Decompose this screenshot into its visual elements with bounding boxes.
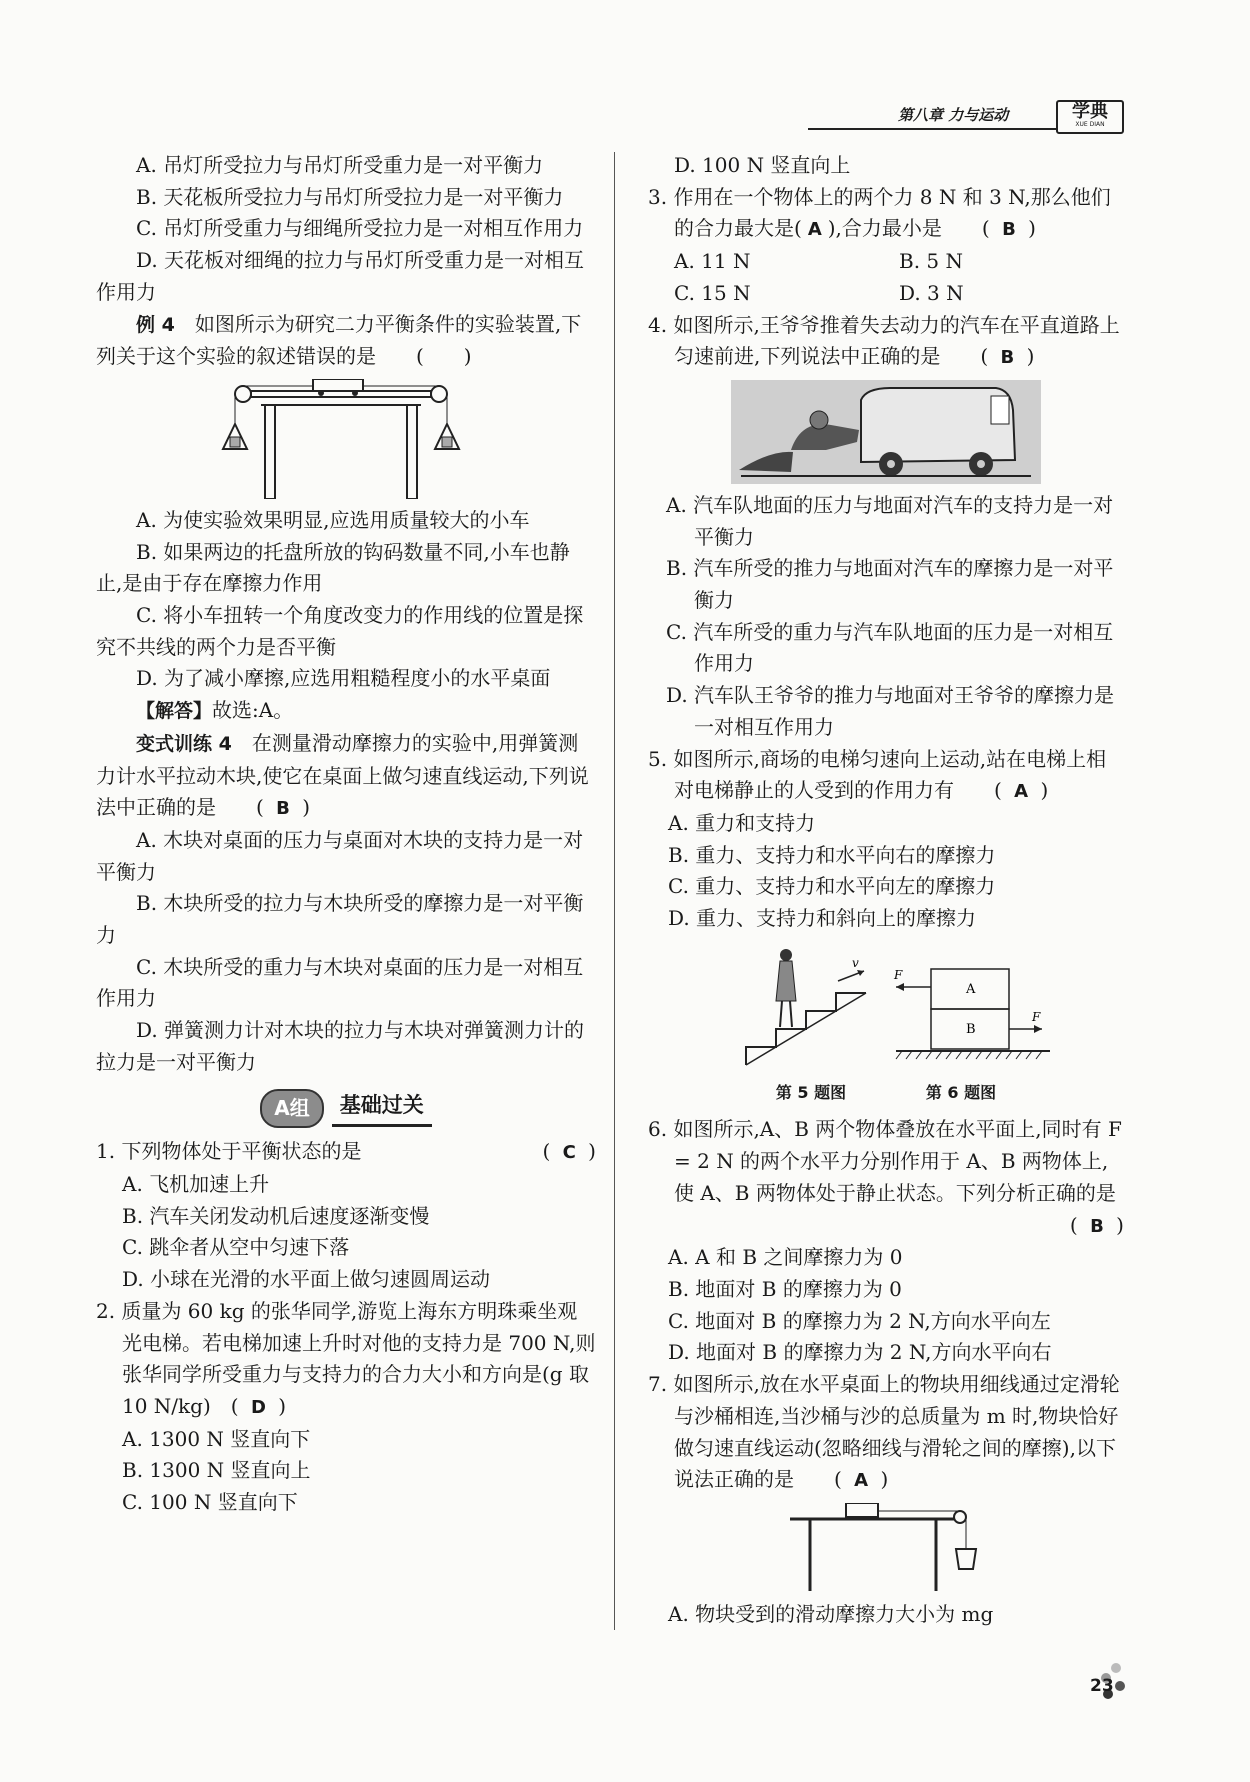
question-6: 6. 如图所示,A、B 两个物体叠放在水平面上,同时有 F = 2 N 的两个水平力分别作用于 A、B 两物体上,使 A、B 两物体处于静止状态。下列分析正确的是 ( B ) xyxy=(648,1114,1124,1209)
option-c: C. 汽车所受的重力与汽车队地面的压力是一对相互作用力 xyxy=(666,619,1114,676)
option-d: D. 地面对 B 的摩擦力为 2 N,方向水平向右 xyxy=(668,1340,1052,1365)
answer-bracket: ( A ) xyxy=(954,778,1049,803)
option-a: A. 重力和支持力 xyxy=(668,810,816,835)
question-5: 5. 如图所示,商场的电梯匀速向上运动,站在电梯上相对电梯静止的人受到的作用力有 ( A ) xyxy=(648,746,1107,803)
section-heading xyxy=(96,1089,596,1129)
answer-bracket: ( B ) xyxy=(216,795,311,820)
page-header xyxy=(808,100,1124,130)
options-row xyxy=(648,278,1124,310)
page-number: 23 xyxy=(1090,1676,1114,1696)
section-title: 基础过关 xyxy=(332,1090,432,1127)
figure-captions xyxy=(736,1077,1036,1109)
option-b: B. 重力、支持力和水平向右的摩擦力 xyxy=(668,842,996,867)
answer-bracket: ( ) xyxy=(416,344,472,369)
variant-training-4: 变式训练 4 在测量滑动摩擦力的实验中,用弹簧测力计水平拉动木块,使它在桌面上做匀速直线运动,下列说法中正确的是 ( B ) xyxy=(96,730,589,820)
option-b: B. 5 N xyxy=(899,249,963,274)
option-a: A. 11 N xyxy=(674,249,751,274)
option-c: C. 将小车扭转一个角度改变力的作用线的位置是探究不共线的两个力是否平衡 xyxy=(96,603,584,659)
example-4: 例 4 如图所示为研究二力平衡条件的实验装置,下列关于这个实验的叙述错误的是 ( ) xyxy=(96,311,582,369)
force-label-left: F xyxy=(894,967,903,982)
option-c: C. 地面对 B 的摩擦力为 2 N,方向水平向左 xyxy=(668,1308,1051,1333)
answer-bracket: ( D ) xyxy=(210,1393,287,1418)
option-a: A. 1300 N 竖直向下 xyxy=(122,1426,311,1451)
question-2: 2. 质量为 60 kg 的张华同学,游览上海东方明珠乘坐观光电梯。若电梯加速上升时对他的支持力是 700 N,则张华同学所受重力与支持力的合力大小和方向是(g 取 10 N/kg) ( D ) xyxy=(96,1298,596,1418)
option-a: A. 飞机加速上升 xyxy=(122,1171,270,1196)
header-rule xyxy=(808,128,1058,130)
option-b: B. 1300 N 竖直向上 xyxy=(122,1458,311,1483)
option-c: C. 木块所受的重力与木块对桌面的压力是一对相互作用力 xyxy=(96,954,584,1011)
option-d: D. 为了减小摩擦,应选用粗糙程度小的水平桌面 xyxy=(136,666,551,691)
option-c: C. 吊灯所受重力与细绳所受拉力是一对相互作用力 xyxy=(136,216,584,241)
answer-bracket: ( B ) xyxy=(940,344,1035,369)
answer-line: 【解答】故选:A。 xyxy=(136,698,294,723)
option-c: C. 跳伞者从空中匀速下落 xyxy=(122,1235,350,1260)
answer-bracket: ( A ) xyxy=(794,1467,889,1492)
option-a: A. 汽车队地面的压力与地面对汽车的支持力是一对平衡力 xyxy=(666,492,1114,549)
option-a: A. 吊灯所受拉力与吊灯所受重力是一对平衡力 xyxy=(136,153,544,177)
fig6-caption: 第 6 题图 xyxy=(925,1082,997,1102)
answer-bracket: ( B ) xyxy=(941,216,1036,241)
option-a: A. A 和 B 之间摩擦力为 0 xyxy=(668,1245,903,1270)
option-d: D. 3 N xyxy=(899,280,964,305)
option-b: B. 地面对 B 的摩擦力为 0 xyxy=(668,1276,902,1301)
pulley-table-figure xyxy=(786,1503,986,1593)
option-a: A. 为使实验效果明显,应选用质量较大的小车 xyxy=(136,507,530,532)
figures-5-and-6 xyxy=(716,941,1056,1071)
force-label-right: F xyxy=(1032,1009,1041,1024)
question-4: 4. 如图所示,王爷爷推着失去动力的汽车在平直道路上匀速前进,下列说法中正确的是 ( B ) xyxy=(648,312,1120,369)
question-7: 7. 如图所示,放在水平桌面上的物块用细线通过定滑轮与沙桶相连,当沙桶与沙的总质量为 m 时,物块恰好做匀速直线运动(忽略细线与滑轮之间的摩擦),以下说法正确的是 ( A ) xyxy=(648,1372,1120,1492)
velocity-label: v xyxy=(852,955,859,970)
option-b: B. 汽车所受的推力与地面对汽车的摩擦力是一对平衡力 xyxy=(666,556,1114,613)
option-b: B. 天花板所受拉力与吊灯所受拉力是一对平衡力 xyxy=(136,184,564,209)
options-row xyxy=(648,246,1124,278)
brand-logo: 学典 XUE DIAN xyxy=(1056,100,1124,134)
option-a: A. 木块对桌面的压力与桌面对木块的支持力是一对平衡力 xyxy=(96,827,584,884)
option-d: D. 100 N 竖直向上 xyxy=(674,153,851,177)
chapter-title: 第八章 力与运动 xyxy=(898,106,1009,124)
option-c: C. 重力、支持力和水平向左的摩擦力 xyxy=(668,874,996,899)
group-badge: A组 xyxy=(260,1089,323,1129)
option-b: B. 木块所受的拉力与木块所受的摩擦力是一对平衡力 xyxy=(96,891,584,948)
man-pushing-car-figure xyxy=(731,380,1041,484)
block-b-label: B xyxy=(966,1021,976,1037)
fig5-caption: 第 5 题图 xyxy=(775,1082,847,1102)
question-1: 1. 下列物体处于平衡状态的是 ( C ) xyxy=(96,1136,596,1169)
question-3: 3. 作用在一个物体上的两个力 8 N 和 3 N,那么他们的合力最大是( A ),合力最小是 ( B ) xyxy=(648,184,1111,241)
option-d: D. 弹簧测力计对木块的拉力与木块对弹簧测力计的拉力是一对平衡力 xyxy=(96,1018,585,1074)
right-column xyxy=(648,150,1124,1631)
option-a: A. 物块受到的滑动摩擦力大小为 mg xyxy=(668,1601,994,1626)
option-d: D. 小球在光滑的水平面上做匀速圆周运动 xyxy=(122,1267,491,1292)
option-d: D. 重力、支持力和斜向上的摩擦力 xyxy=(668,906,977,931)
balance-apparatus-figure xyxy=(221,379,471,499)
left-column xyxy=(96,150,596,1519)
option-b: B. 如果两边的托盘所放的钩码数量不同,小车也静止,是由于存在摩擦力作用 xyxy=(96,539,570,596)
option-d: D. 天花板对细绳的拉力与吊灯所受重力是一对相互作用力 xyxy=(96,248,585,304)
option-c: C. 100 N 竖直向下 xyxy=(122,1490,298,1515)
variant-label: 变式训练 4 xyxy=(136,732,232,755)
option-c: C. 15 N xyxy=(674,280,751,305)
answer-bracket: ( B ) xyxy=(1069,1212,1124,1237)
block-a-label: A xyxy=(966,981,976,997)
column-divider xyxy=(614,152,615,1630)
option-d: D. 汽车队王爷爷的推力与地面对王爷爷的摩擦力是一对相互作用力 xyxy=(666,683,1115,739)
option-b: B. 汽车关闭发动机后速度逐渐变慢 xyxy=(122,1203,430,1228)
answer-bracket: ( C ) xyxy=(542,1139,596,1164)
example-label: 例 4 xyxy=(136,313,175,336)
